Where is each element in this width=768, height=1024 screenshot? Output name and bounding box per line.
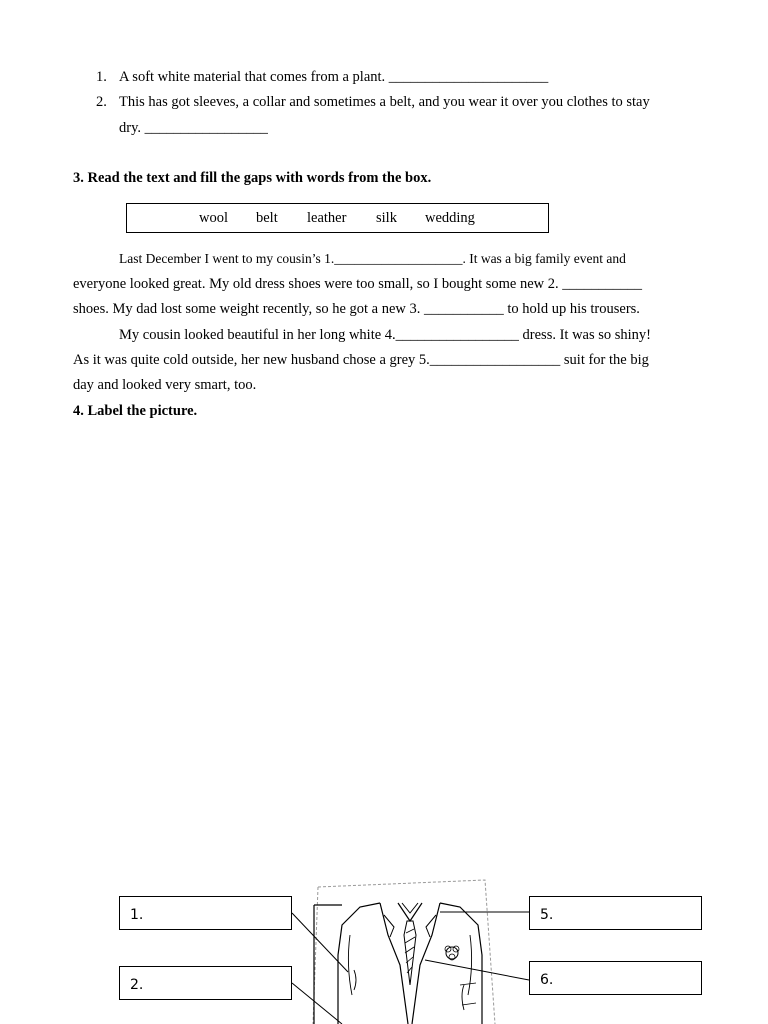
- question-text: This has got sleeves, a collar and sometimes a belt, and you wear it over you clothes to stay: [119, 94, 650, 110]
- word-box: [126, 203, 549, 233]
- text-line: everyone looked great. My old dress shoes were too small, so I bought some new 2. ___________: [73, 276, 643, 292]
- label-box-2[interactable]: [119, 966, 292, 1000]
- text-line: day and looked very smart, too.: [73, 377, 257, 393]
- question-text: A soft white material that comes from a plant. ______________________: [119, 69, 549, 85]
- label-box-6[interactable]: [529, 961, 702, 995]
- question-number: 1.: [96, 69, 107, 85]
- label-number: 6.: [540, 972, 554, 988]
- text-line: As it was quite cold outside, her new husband chose a grey 5.__________________ suit for the big: [73, 352, 649, 368]
- label-number: 5.: [540, 907, 554, 923]
- word-box-item: silk: [376, 210, 397, 226]
- text-line: Last December I went to my cousin’s 1.___________________. It was a big family event and: [119, 251, 626, 266]
- suit-illustration: [280, 875, 540, 1024]
- word-box-item: wool: [199, 210, 228, 226]
- question-text-continued: dry. _________________: [119, 120, 268, 136]
- word-box-item: belt: [256, 210, 278, 226]
- label-number: 1.: [130, 907, 144, 923]
- question-number: 2.: [96, 94, 107, 110]
- word-box-item: leather: [307, 210, 347, 226]
- section-4-heading: 4. Label the picture.: [73, 403, 198, 419]
- label-box-5[interactable]: [529, 896, 702, 930]
- label-box-1[interactable]: [119, 896, 292, 930]
- text-line: shoes. My dad lost some weight recently, so he got a new 3. ___________ to hold up his trousers.: [73, 301, 640, 317]
- text-line: My cousin looked beautiful in her long white 4._________________ dress. It was so shiny!: [119, 327, 652, 343]
- label-number: 2.: [130, 977, 144, 993]
- section-3-heading: 3. Read the text and fill the gaps with words from the box.: [73, 170, 432, 186]
- word-box-item: wedding: [425, 210, 475, 226]
